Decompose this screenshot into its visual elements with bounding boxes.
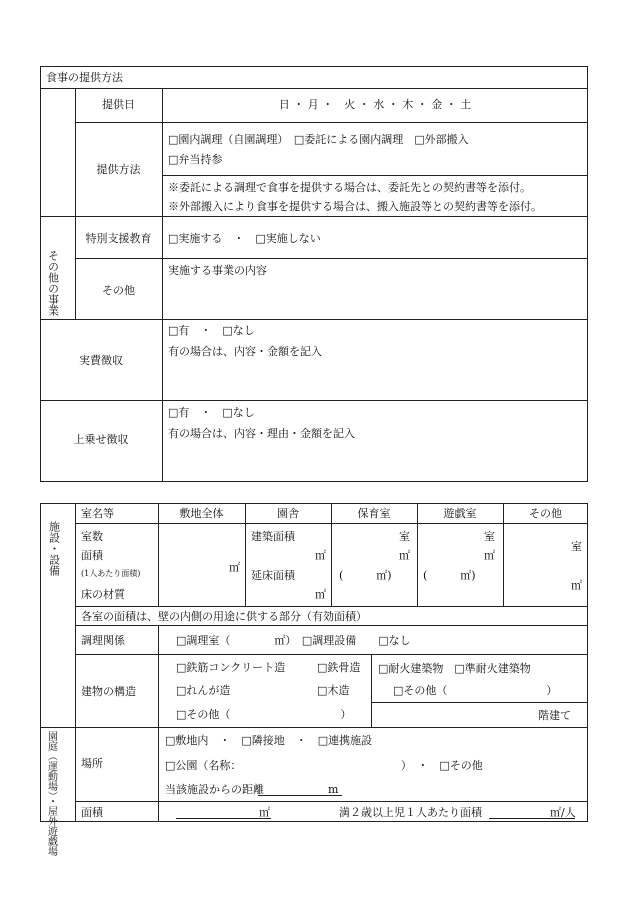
meal-note-external: ※外部搬入により食事を提供する場合は、搬入施設等との契約書等を添付。	[168, 200, 542, 213]
struct-rc[interactable]: □鉄筋コンクリート造	[176, 661, 286, 674]
rule	[75, 258, 588, 259]
struct-wood[interactable]: □木造	[317, 684, 350, 697]
structure-label: 建物の構造	[81, 685, 136, 698]
play-per-person: ( ㎡)	[423, 569, 476, 582]
rule	[158, 625, 159, 822]
per-child-unit: ㎡/人	[550, 806, 576, 819]
fire-resist-options[interactable]: □耐火建築物 □準耐火建築物	[378, 662, 531, 675]
rule	[75, 654, 588, 655]
meal-method-options[interactable]: □園内調理（自園調理） □委託による園内調理 □外部搬入	[168, 133, 469, 146]
header-nursery-room: 保育室	[357, 507, 391, 520]
header-other: その他	[529, 507, 562, 520]
actual-cost-note: 有の場合は、内容・金額を記入	[168, 345, 322, 358]
other-business-label: その他の事業	[46, 250, 60, 316]
building-area-unit: ㎡	[315, 549, 326, 562]
rule	[75, 122, 588, 123]
rule	[371, 702, 588, 703]
meal-provision-table	[40, 66, 588, 482]
rule	[40, 88, 588, 89]
extra-fee-note: 有の場合は、内容・理由・金額を記入	[168, 427, 355, 440]
nursery-room-count-unit: 室	[399, 530, 410, 543]
header-building: 園舎	[277, 507, 299, 520]
nursery-area-unit: ㎡	[399, 549, 410, 562]
meal-note-consign: ※委託による調理で食事を提供する場合は、委託先との契約書等を添付。	[168, 181, 531, 194]
header-site: 敷地全体	[179, 507, 224, 520]
actual-cost-options[interactable]: □有 ・ □なし	[168, 324, 255, 337]
rule	[162, 88, 163, 482]
facility-group-label: 施設・設備	[47, 521, 61, 576]
meal-method-bento[interactable]: □弁当持参	[168, 153, 223, 166]
place-options[interactable]: □敷地内 ・ □隣接地 ・ □連携施設	[165, 734, 373, 747]
meal-day-label: 提供日	[102, 98, 135, 111]
extra-fee-options[interactable]: □有 ・ □なし	[168, 406, 255, 419]
fire-other[interactable]: □その他（ ）	[393, 684, 558, 697]
floor-area-label: 延床面積	[251, 569, 295, 582]
struct-brick[interactable]: □れんが造	[176, 684, 231, 697]
struct-steel[interactable]: □鉄骨造	[317, 661, 361, 674]
other-label: その他	[102, 284, 135, 297]
special-support-options[interactable]: □実施する ・ □実施しない	[168, 232, 321, 245]
row-area: 面積	[81, 549, 103, 562]
stories-label: 階建て	[538, 709, 571, 722]
extra-fee-label: 上乗せ徴収	[73, 433, 129, 446]
other-room-count-unit: 室	[571, 540, 582, 553]
distance-label: 当該施設からの距離	[165, 783, 264, 796]
rule	[75, 801, 588, 802]
rule	[75, 606, 588, 607]
kitchen-label: 調理関係	[81, 634, 125, 647]
meal-days[interactable]: 日 ・ 月 ・ 火 ・ 水 ・ 木 ・ 金 ・ 土	[278, 98, 472, 111]
place-label: 場所	[81, 757, 103, 770]
struct-other[interactable]: □その他（ ）	[176, 708, 352, 721]
building-area-label: 建築面積	[251, 530, 295, 543]
rule	[75, 503, 76, 822]
rule	[40, 400, 588, 401]
row-floor-material: 床の材質	[81, 588, 125, 601]
other-text: 実施する事業の内容	[168, 264, 267, 277]
rule	[371, 654, 372, 727]
site-area-unit: ㎡	[229, 561, 240, 574]
row-room-count: 室数	[81, 530, 103, 543]
meal-title: 食事の提供方法	[46, 71, 123, 84]
area-label: 面積	[81, 806, 103, 819]
area-note: 各室の面積は、壁の内側の用途に供する部分（有効面積）	[81, 610, 367, 623]
header-play-room: 遊戯室	[443, 507, 477, 520]
play-area-unit: ㎡	[484, 549, 495, 562]
rule	[162, 175, 588, 176]
meal-method-label: 提供方法	[96, 163, 141, 176]
special-support-label: 特別支援教育	[85, 232, 152, 245]
header-room-name: 室名等	[81, 507, 114, 520]
area-unit: ㎡	[259, 806, 270, 819]
play-room-count-unit: 室	[484, 530, 495, 543]
rule	[40, 216, 588, 217]
rule	[40, 727, 588, 728]
floor-area-unit: ㎡	[315, 588, 326, 601]
nursery-per-person: ( ㎡)	[339, 569, 392, 582]
row-area-per-person: (1人あたり面積)	[81, 569, 141, 578]
other-area-unit: ㎡	[571, 579, 582, 592]
rule	[75, 625, 588, 626]
per-child-label: 満２歳以上児１人あたり面積	[339, 806, 482, 819]
rule	[40, 319, 588, 320]
kitchen-options[interactable]: □調理室（ ㎡） □調理設備 □なし	[176, 634, 411, 647]
outdoor-group-label: 園庭（運動場）・屋外遊戯場	[45, 731, 57, 856]
distance-unit: m	[328, 783, 339, 796]
area-blank[interactable]	[176, 818, 271, 819]
actual-cost-label: 実費徴収	[79, 354, 123, 367]
park-options[interactable]: □公園（名称： ） ・ □その他	[165, 759, 483, 772]
